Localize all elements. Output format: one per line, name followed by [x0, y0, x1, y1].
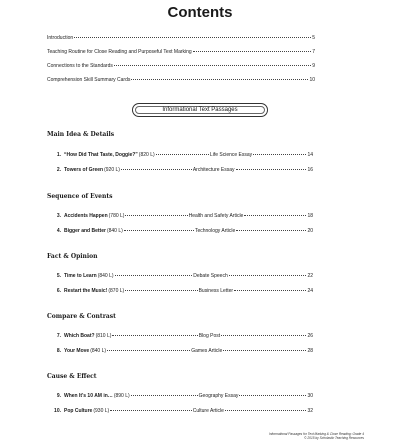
entry-page: 24 — [307, 288, 313, 294]
leader-dots — [223, 350, 306, 351]
entry-title: When It’s 10 AM in… — [64, 393, 113, 399]
entry-number: 8. — [56, 348, 61, 354]
entry-genre: Architecture Essay — [192, 167, 235, 173]
section-banner-label: Informational Text Passages — [162, 107, 238, 113]
intro-list — [47, 35, 315, 91]
toc-entry[interactable] — [52, 348, 313, 354]
entry-title: “How Did That Taste, Doggie?” — [64, 152, 138, 158]
toc-entry[interactable] — [52, 167, 313, 173]
leader-dots — [193, 51, 312, 52]
leader-dots — [125, 290, 197, 291]
footer-line-book: Informational Passages for Text Marking & Close Reading: Grade 4 — [268, 432, 364, 436]
leader-dots — [156, 154, 209, 155]
entry-lexile: (870 L) — [108, 288, 125, 294]
footer-line-copyright: © 2015 by Scholastic Teaching Resources — [304, 436, 364, 440]
toc-entry[interactable] — [52, 213, 313, 219]
entry-page: 18 — [307, 213, 314, 219]
entry-number: 10. — [54, 408, 61, 414]
entry-number: 7. — [56, 333, 61, 339]
entry-title: Accidents Happen — [64, 213, 108, 219]
entry-title: Towers of Green — [64, 167, 104, 173]
intro-item-label: Teaching Routine for Close Reading and Purposeful Text Marking — [47, 49, 192, 55]
entry-title: Restart the Music! — [64, 288, 108, 294]
entry-genre: Technology Article — [194, 228, 236, 234]
intro-item-label: Connections to the Standards — [47, 63, 113, 69]
intro-item-label: Comprehension Skill Summary Cards — [47, 77, 131, 83]
entry-number: 2. — [56, 167, 61, 173]
section-heading-compare-contrast: Compare & Contrast — [47, 313, 116, 320]
leader-dots — [124, 230, 194, 231]
section-heading-sequence: Sequence of Events — [47, 193, 113, 200]
entry-lexile: (840 L) — [90, 348, 107, 354]
entry-page: 16 — [307, 167, 313, 173]
entry-title: Your Move — [64, 348, 90, 354]
toc-entry[interactable] — [52, 273, 313, 279]
leader-dots — [236, 230, 306, 231]
toc-entry[interactable] — [52, 152, 313, 158]
entry-number: 9. — [56, 393, 61, 399]
leader-dots — [229, 275, 307, 276]
section-banner — [132, 103, 268, 117]
entry-lexile: (840 L) — [97, 273, 114, 279]
intro-item-page: 9 — [312, 63, 315, 69]
entry-lexile: (780 L) — [108, 213, 125, 219]
entry-genre: Geography Essay — [198, 393, 239, 399]
entry-page: 32 — [307, 408, 313, 414]
entry-genre: Culture Article — [192, 408, 224, 414]
entry-page: 28 — [307, 348, 314, 354]
intro-item[interactable] — [47, 49, 315, 55]
intro-item-label: Introduction — [47, 35, 74, 41]
toc-entry[interactable] — [52, 393, 313, 399]
intro-item-page: 7 — [312, 49, 315, 55]
leader-dots — [253, 154, 306, 155]
leader-dots — [74, 37, 311, 38]
entry-title: Bigger and Better — [64, 228, 106, 234]
leader-dots — [107, 350, 190, 351]
leader-dots — [234, 290, 306, 291]
intro-item[interactable] — [47, 63, 315, 69]
toc-entry[interactable] — [52, 408, 313, 414]
leader-dots — [125, 215, 187, 216]
leader-dots — [221, 335, 306, 336]
entry-number: 4. — [56, 228, 61, 234]
leader-dots — [236, 169, 307, 170]
leader-dots — [225, 410, 307, 411]
leader-dots — [239, 395, 306, 396]
entry-page: 14 — [307, 152, 314, 158]
toc-entry[interactable] — [52, 228, 313, 234]
entry-number: 3. — [56, 213, 61, 219]
entry-number: 5. — [56, 273, 61, 279]
entry-number: 6. — [56, 288, 61, 294]
leader-dots — [244, 215, 306, 216]
entry-lexile: (930 L) — [93, 408, 110, 414]
entry-lexile: (810 L) — [95, 333, 112, 339]
entry-genre: Blog Post — [198, 333, 221, 339]
entry-title: Time to Learn — [64, 273, 97, 279]
leader-dots — [131, 395, 198, 396]
entry-page: 30 — [307, 393, 313, 399]
entry-genre: Life Science Essay — [209, 152, 253, 158]
entry-title: Which Boat? — [64, 333, 95, 339]
leader-dots — [110, 410, 192, 411]
entry-page: 22 — [307, 273, 313, 279]
entry-lexile: (820 L) — [138, 152, 155, 158]
leader-dots — [121, 169, 192, 170]
entry-genre: Health and Safety Article — [188, 213, 244, 219]
leader-dots — [131, 79, 308, 80]
footer-credit — [269, 432, 364, 440]
intro-item[interactable] — [47, 35, 315, 41]
entry-page: 20 — [307, 228, 314, 234]
toc-entry[interactable] — [52, 333, 313, 339]
entry-lexile: (890 L) — [113, 393, 130, 399]
entry-genre: Business Letter — [198, 288, 234, 294]
entry-number: 1. — [56, 152, 61, 158]
page-title: Contents — [167, 4, 233, 21]
entry-genre: Debate Speech — [193, 273, 228, 279]
entry-genre: Games Article — [191, 348, 223, 354]
entry-lexile: (840 L) — [106, 228, 123, 234]
entry-lexile: (920 L) — [104, 167, 120, 173]
section-heading-fact-opinion: Fact & Opinion — [47, 253, 98, 260]
intro-item-page: 10 — [309, 77, 315, 83]
intro-item-page: 5 — [312, 35, 315, 41]
toc-entry[interactable] — [52, 288, 313, 294]
entry-title: Pop Culture — [64, 408, 93, 414]
intro-item[interactable] — [47, 77, 315, 83]
section-heading-cause-effect: Cause & Effect — [47, 373, 97, 380]
leader-dots — [112, 335, 197, 336]
section-heading-main-idea: Main Idea & Details — [47, 131, 115, 138]
entry-page: 26 — [307, 333, 313, 339]
leader-dots — [114, 65, 311, 66]
leader-dots — [115, 275, 193, 276]
